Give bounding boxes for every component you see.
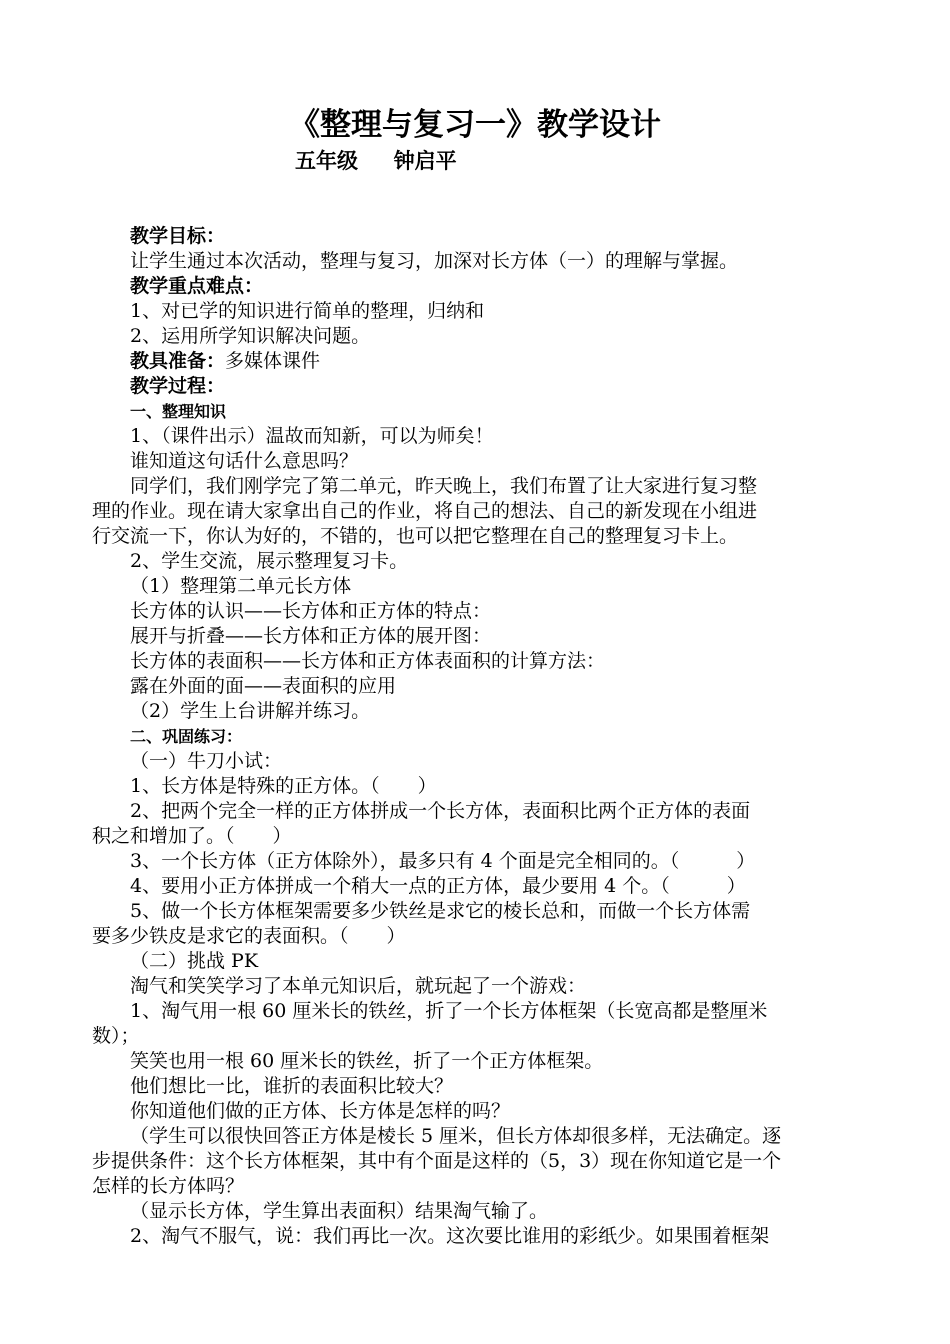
tools-line xyxy=(92,349,862,374)
paragraph: 步提供条件：这个长方体框架，其中有个面是这样的（5，3）现在你知道它是一个 xyxy=(92,1150,782,1172)
paragraph: （2）学生上台讲解并练习。 xyxy=(130,700,371,722)
paragraph: 笑笑也用一根 60 厘米长的铁丝，折了一个正方体框架。 xyxy=(130,1050,604,1072)
paragraph: 淘气和笑笑学习了本单元知识后，就玩起了一个游戏： xyxy=(130,975,587,997)
question: 要多少铁皮是求它的表面积。（ ） xyxy=(92,925,406,947)
question: 积之和增加了。（ ） xyxy=(92,825,292,847)
paragraph: 2、学生交流，展示整理复习卡。 xyxy=(130,550,409,572)
key-label: 教学重点难点： xyxy=(130,275,264,297)
tools-value: 多媒体课件 xyxy=(225,350,321,372)
paragraph: 行交流一下，你认为好的，不错的，也可以把它整理在自己的整理复习卡上。 xyxy=(92,525,739,547)
paragraph: 长方体的表面积——长方体和正方体表面积的计算方法： xyxy=(130,650,606,672)
paragraph: （一）牛刀小试： xyxy=(130,750,283,772)
section-heading: 二、巩固练习： xyxy=(130,727,243,746)
paragraph: 你知道他们做的正方体、长方体是怎样的吗？ xyxy=(130,1100,511,1122)
question: 3、一个长方体（正方体除外），最多只有 4 个面是完全相同的。（ ） xyxy=(130,850,756,872)
question: 1、长方体是特殊的正方体。（ ） xyxy=(130,775,437,797)
paragraph: 谁知道这句话什么意思吗？ xyxy=(130,450,359,472)
section-heading: 一、整理知识 xyxy=(130,402,227,421)
paragraph: 1、淘气用一根 60 厘米长的铁丝，折了一个长方体框架（长宽高都是整厘米 xyxy=(130,1000,768,1022)
author-line: 五年级 钟启平 xyxy=(295,149,457,173)
key-item: 1、对已学的知识进行简单的整理，归纳和 xyxy=(130,300,485,322)
paragraph: （1）整理第二单元长方体 xyxy=(130,575,352,597)
goal-text: 让学生通过本次活动，整理与复习，加深对长方体（一）的理解与掌握。 xyxy=(130,250,739,272)
paragraph: 数）； xyxy=(92,1025,140,1047)
paragraph: 露在外面的面——表面积的应用 xyxy=(130,675,397,697)
process-label: 教学过程： xyxy=(130,375,226,397)
paragraph: 1、（课件出示）温故而知新，可以为师矣！ xyxy=(130,425,494,447)
key-item: 2、运用所学知识解决问题。 xyxy=(130,325,371,347)
question: 2、把两个完全一样的正方体拼成一个长方体，表面积比两个正方体的表面 xyxy=(130,800,751,822)
question: 5、做一个长方体框架需要多少铁丝是求它的棱长总和，而做一个长方体需 xyxy=(130,900,751,922)
document-title: 《整理与复习一》教学设计 xyxy=(289,107,661,143)
document-body xyxy=(92,224,862,1249)
paragraph: 长方体的认识——长方体和正方体的特点： xyxy=(130,600,492,622)
paragraph: 2、淘气不服气，说：我们再比一次。这次要比谁用的彩纸少。如果围着框架 xyxy=(130,1225,770,1247)
paragraph: （学生可以很快回答正方体是棱长 5 厘米，但长方体却很多样，无法确定。逐 xyxy=(130,1125,782,1147)
paragraph: （二）挑战 PK xyxy=(130,950,259,972)
paragraph: （显示长方体，学生算出表面积）结果淘气输了。 xyxy=(130,1200,549,1222)
paragraph: 展开与折叠——长方体和正方体的展开图： xyxy=(130,625,492,647)
paragraph: 理的作业。现在请大家拿出自己的作业，将自己的想法、自己的新发现在小组进 xyxy=(92,500,758,522)
tools-label: 教具准备： xyxy=(130,350,226,372)
goal-label: 教学目标： xyxy=(130,225,226,247)
paragraph: 怎样的长方体吗？ xyxy=(92,1175,245,1197)
paragraph: 同学们，我们刚学完了第二单元，昨天晚上，我们布置了让大家进行复习整 xyxy=(130,475,758,497)
paragraph: 他们想比一比，谁折的表面积比较大？ xyxy=(130,1075,454,1097)
question: 4、要用小正方体拼成一个稍大一点的正方体，最少要用 4 个。（ ） xyxy=(130,875,746,897)
